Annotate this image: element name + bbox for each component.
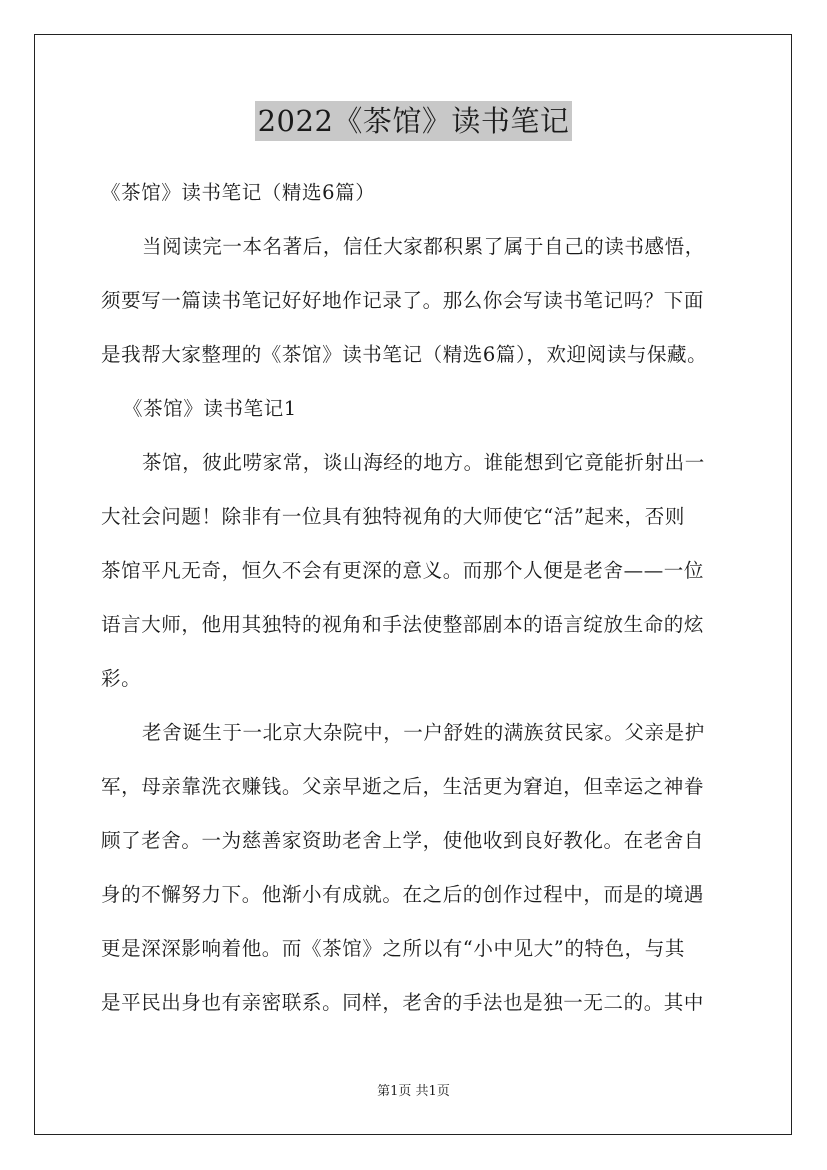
paragraph-line: 语言大师，他用其独特的视角和手法使整部剧本的语言绽放生命的炫 bbox=[101, 613, 705, 636]
intro-line: 当阅读完一本名著后，信任大家都积累了属于自己的读书感悟， bbox=[142, 235, 705, 258]
paragraph-line: 身的不懈努力下。他渐小有成就。在之后的创作过程中，而是的境遇 bbox=[101, 883, 705, 906]
intro-line: 须要写一篇读书笔记好好地作记录了。那么你会写读书笔记吗？下面 bbox=[101, 289, 705, 312]
subtitle-text: 《茶馆》读书笔记（精选6篇） bbox=[101, 181, 376, 204]
page-footer bbox=[0, 1083, 827, 1101]
page-number: 第1页 共1页 bbox=[377, 1084, 450, 1099]
body-paragraph-2 bbox=[101, 706, 741, 1030]
body-paragraph-1 bbox=[101, 436, 741, 706]
paragraph-line: 老舍诞生于一北京大杂院中，一户舒姓的满族贫民家。父亲是护 bbox=[142, 721, 705, 744]
section-heading bbox=[101, 382, 741, 436]
paragraph-line: 大社会问题！除非有一位具有独特视角的大师使它“活”起来，否则 bbox=[101, 505, 685, 528]
paragraph-line: 茶馆，彼此唠家常，谈山海经的地方。谁能想到它竟能折射出一 bbox=[142, 451, 705, 474]
intro-line: 是我帮大家整理的《茶馆》读书笔记（精选6篇），欢迎阅读与保藏。 bbox=[101, 343, 708, 366]
section-heading-text: 《茶馆》读书笔记1 bbox=[123, 397, 297, 420]
paragraph-line: 军，母亲靠洗衣赚钱。父亲早逝之后，生活更为窘迫，但幸运之神眷 bbox=[101, 775, 705, 798]
paragraph-line: 顾了老舍。一为慈善家资助老舍上学，使他收到良好教化。在老舍自 bbox=[101, 829, 705, 852]
title-container bbox=[0, 101, 827, 141]
paragraph-line: 更是深深影响着他。而《茶馆》之所以有“小中见大”的特色，与其 bbox=[101, 937, 685, 960]
document-title: 2022《茶馆》读书笔记 bbox=[255, 101, 573, 141]
paragraph-line: 茶馆平凡无奇，恒久不会有更深的意义。而那个人便是老舍——一位 bbox=[101, 559, 705, 582]
paragraph-line: 是平民出身也有亲密联系。同样，老舍的手法也是独一无二的。其中 bbox=[101, 991, 705, 1014]
intro-paragraph bbox=[101, 220, 741, 382]
document-subtitle bbox=[101, 166, 741, 220]
paragraph-line: 彩。 bbox=[101, 667, 142, 690]
